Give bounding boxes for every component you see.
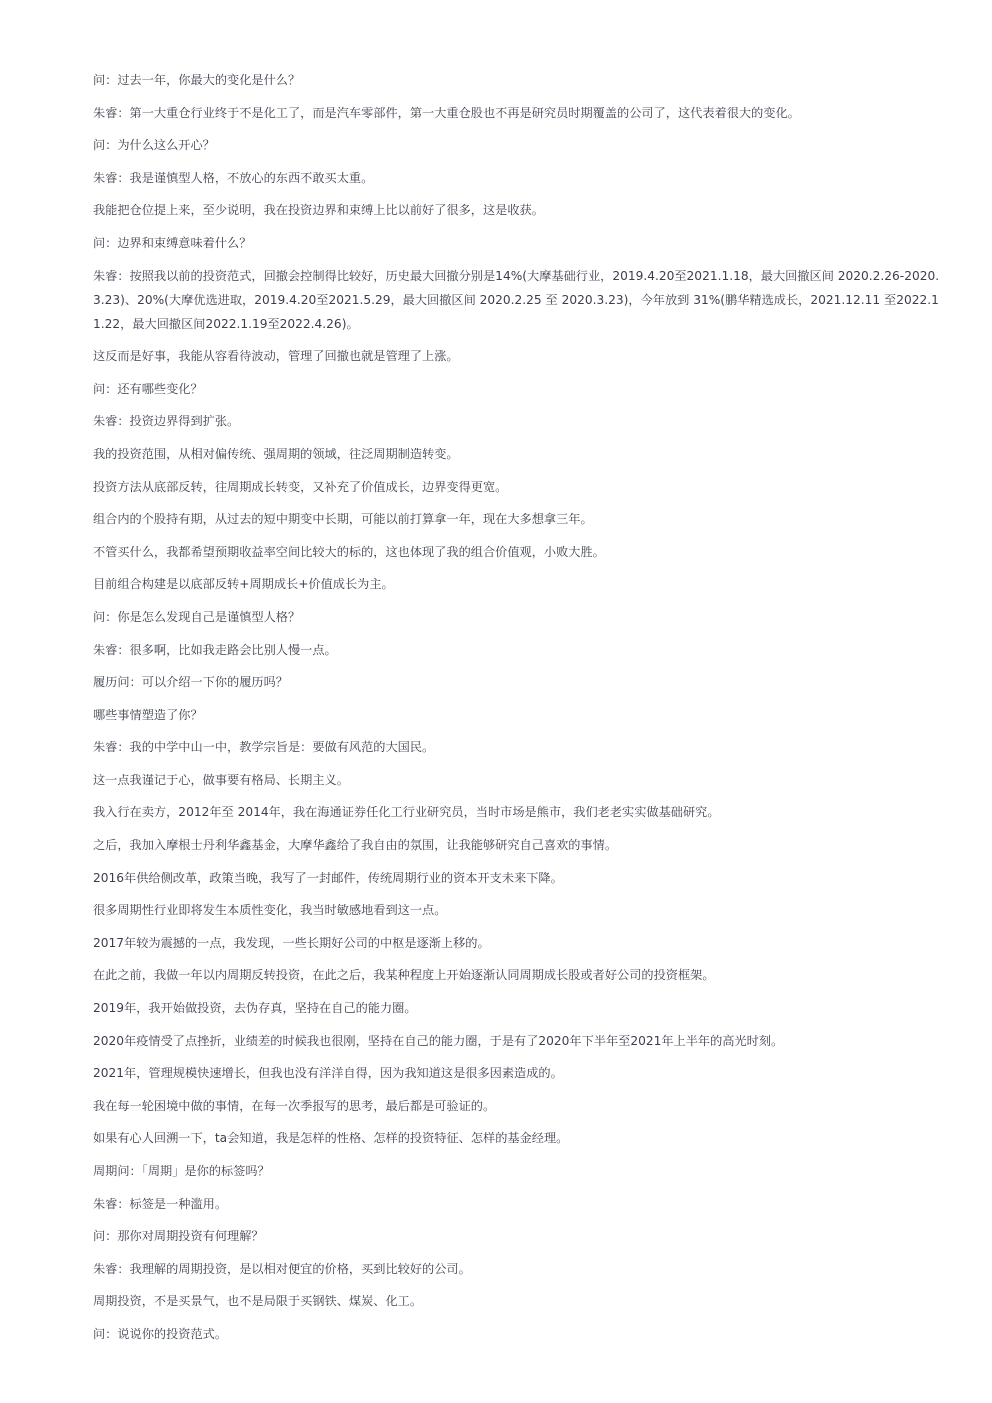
question-paragraph: 问：为什么这么开心？	[93, 138, 215, 153]
answer-paragraph: 朱睿：按照我以前的投资范式，回撤会控制得比较好，历史最大回撤分别是14%(大摩基础行业，2019.4.20至2021.1.18，最大回撤区间 2020.2.26-2020.3.23)、20%(大摩优选进取，2019.4.20至2021.5.29，最大回撤区间 2020.2.25 至 2020.3.23)，今年放到 31%(鹏华精选成长，2021.12.11 至2022.11.22，最大回撤区间2022.1.19至2022.4.26)。	[93, 268, 940, 331]
answer-paragraph: 朱睿：第一大重仓行业终于不是化工了，而是汽车零部件，第一大重仓股也不再是研究员时期覆盖的公司了，这代表着很大的变化。	[93, 105, 800, 120]
text-paragraph: 我在每一轮困境中做的事情，在每一次季报写的思考，最后都是可验证的。	[93, 1098, 496, 1113]
question-paragraph: 问：还有哪些变化？	[93, 381, 203, 396]
text-paragraph: 2019年，我开始做投资，去伪存真，坚持在自己的能力圈。	[93, 1001, 417, 1016]
text-paragraph: 我能把仓位提上来，至少说明，我在投资边界和束缚上比以前好了很多，这是收获。	[93, 203, 544, 218]
text-paragraph: 投资方法从底部反转，往周期成长转变，又补充了价值成长，边界变得更宽。	[93, 479, 508, 494]
text-paragraph: 之后，我加入摩根士丹利华鑫基金，大摩华鑫给了我自由的氛围，让我能够研究自己喜欢的事情。	[93, 838, 618, 853]
answer-paragraph: 朱睿：投资边界得到扩张。	[93, 414, 240, 429]
question-paragraph: 问：说说你的投资范式。	[93, 1326, 228, 1341]
answer-paragraph: 朱睿：我的中学中山一中，教学宗旨是：要做有风范的大国民。	[93, 740, 435, 755]
question-paragraph: 问：边界和束缚意味着什么？	[93, 235, 252, 250]
text-paragraph: 目前组合构建是以底部反转+周期成长+价值成长为主。	[93, 577, 394, 592]
answer-paragraph: 朱睿：很多啊，比如我走路会比别人慢一点。	[93, 642, 337, 657]
text-paragraph: 2020年疫情受了点挫折，业绩差的时候我也很刚，坚持在自己的能力圈，于是有了2020年下半年至2021年上半年的高光时刻。	[93, 1033, 784, 1048]
text-paragraph: 2017年较为震撼的一点，我发现，一些长期好公司的中枢是逐渐上移的。	[93, 935, 490, 950]
text-paragraph: 不管买什么，我都希望预期收益率空间比较大的标的，这也体现了我的组合价值观，小败大胜。	[93, 544, 605, 559]
text-paragraph: 如果有心人回溯一下，ta会知道，我是怎样的性格、怎样的投资特征、怎样的基金经理。	[93, 1131, 569, 1146]
text-paragraph: 这一点我谨记于心，做事要有格局、长期主义。	[93, 772, 349, 787]
text-paragraph: 2016年供给侧改革，政策当晚，我写了一封邮件，传统周期行业的资本开支未来下降。	[93, 870, 563, 885]
text-paragraph: 很多周期性行业即将发生本质性变化，我当时敏感地看到这一点。	[93, 903, 447, 918]
text-paragraph: 我的投资范围，从相对偏传统、强周期的领域，往泛周期制造转变。	[93, 446, 459, 461]
answer-paragraph: 朱睿：我理解的周期投资，是以相对便宜的价格，买到比较好的公司。	[93, 1261, 471, 1276]
text-paragraph: 2021年，管理规模快速增长，但我也没有洋洋自得，因为我知道这是很多因素造成的。	[93, 1066, 563, 1081]
answer-paragraph: 朱睿：标签是一种滥用。	[93, 1196, 228, 1211]
question-paragraph: 问：过去一年，你最大的变化是什么？	[93, 73, 301, 87]
text-paragraph: 组合内的个股持有期，从过去的短中期变中长期，可能以前打算拿一年，现在大多想拿三年。	[93, 512, 593, 527]
question-paragraph: 履历问：可以介绍一下你的履历吗？	[93, 675, 288, 690]
text-paragraph: 哪些事情塑造了你？	[93, 707, 203, 722]
text-paragraph: 在此之前，我做一年以内周期反转投资，在此之后，我某种程度上开始逐渐认同周期成长股或者好公司的投资框架。	[93, 968, 715, 983]
text-paragraph: 周期投资，不是买景气，也不是局限于买钢铁、煤炭、化工。	[93, 1294, 423, 1309]
question-paragraph: 周期问：「周期」是你的标签吗？	[93, 1164, 270, 1178]
question-paragraph: 问：你是怎么发现自己是谨慎型人格？	[93, 609, 301, 624]
question-paragraph: 问：那你对周期投资有何理解？	[93, 1229, 264, 1244]
text-paragraph: 我入行在卖方，2012年至 2014年，我在海通证券任化工行业研究员，当时市场是熊市，我们老老实实做基础研究。	[93, 805, 720, 820]
text-paragraph: 这反而是好事，我能从容看待波动，管理了回撤也就是管理了上涨。	[93, 349, 459, 364]
answer-paragraph: 朱睿：我是谨慎型人格，不放心的东西不敢买太重。	[93, 170, 374, 185]
